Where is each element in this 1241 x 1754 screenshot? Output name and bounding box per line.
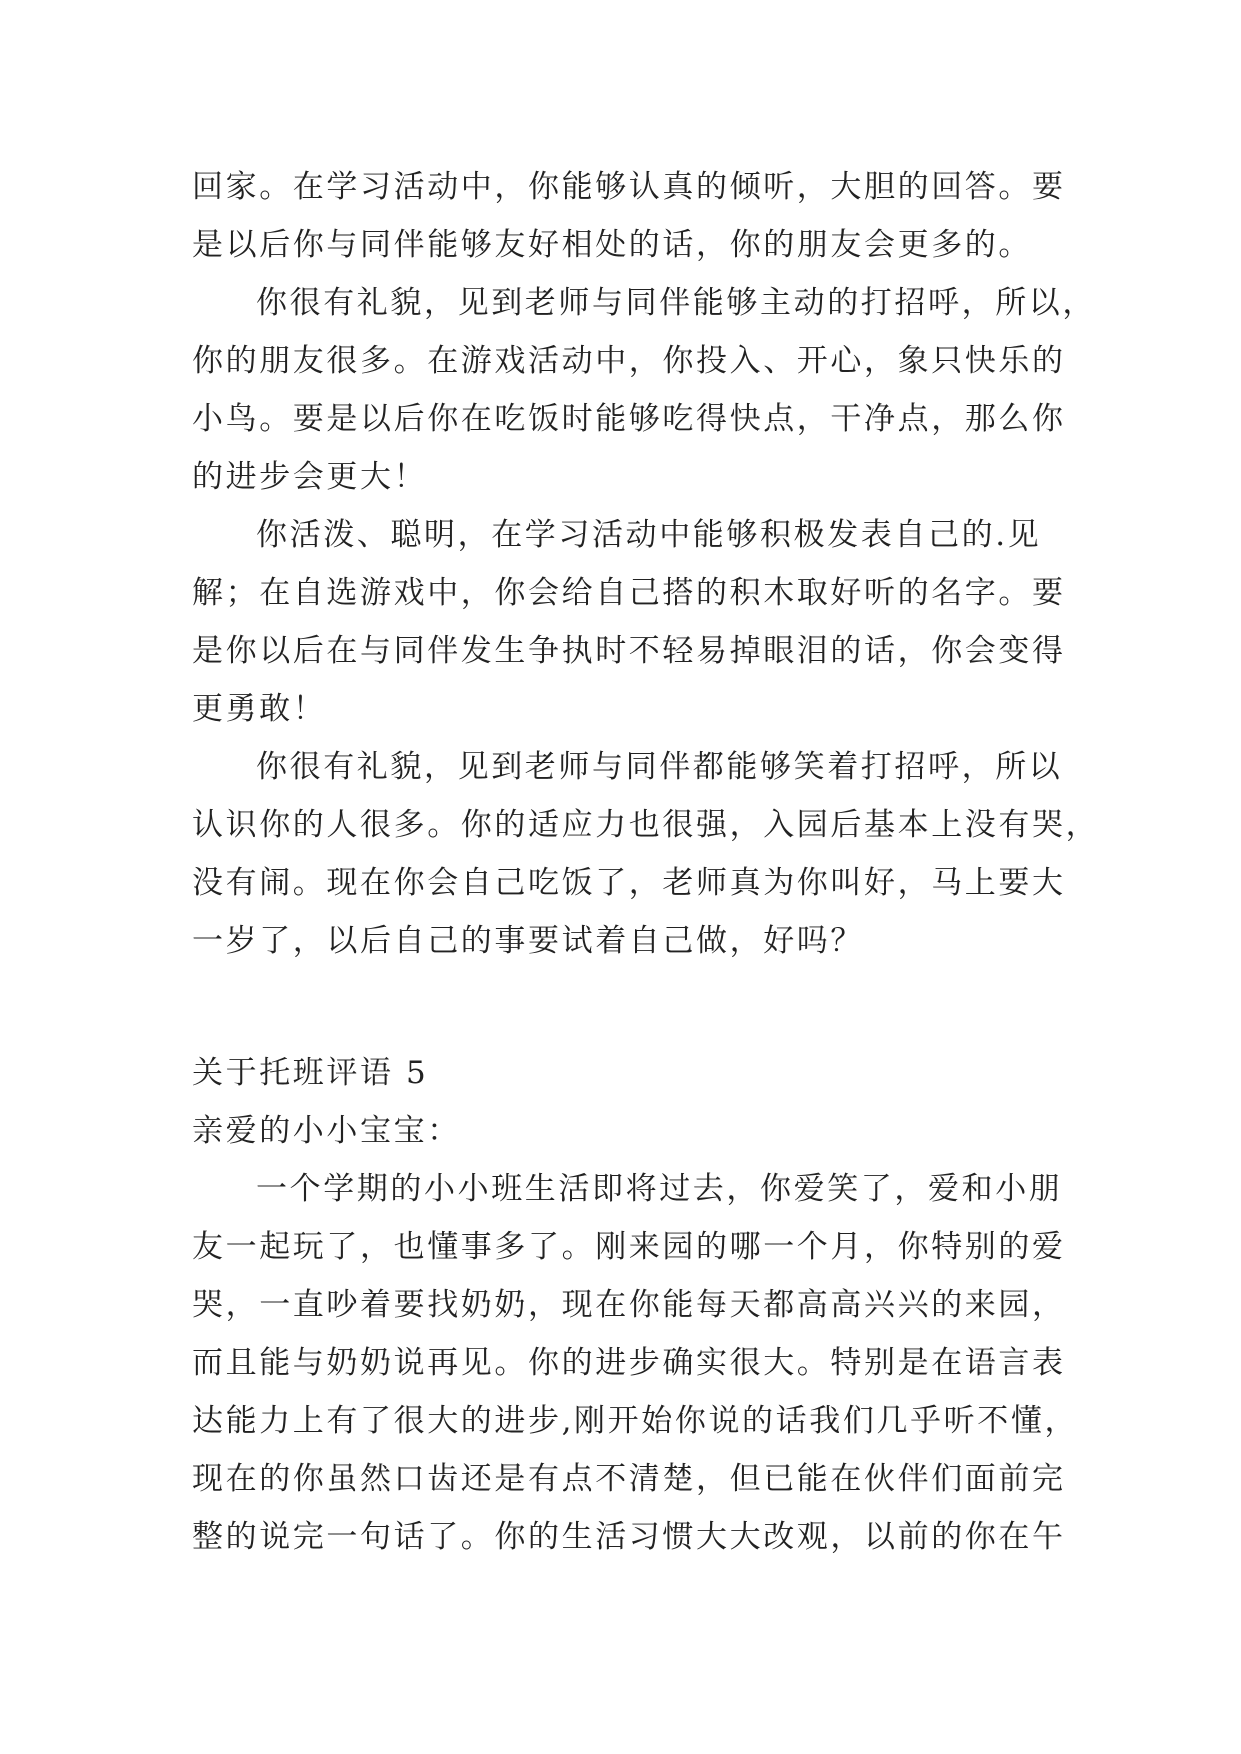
text-line: 认识你的人很多。你的适应力也很强，入园后基本上没有哭， [192,807,1100,843]
text-line: 你的朋友很多。在游戏活动中，你投入、开心，象只快乐的 [192,343,1066,379]
text-line: 更勇敢！ [192,691,327,727]
text-line: 哭，一直吵着要找奶奶，现在你能每天都高高兴兴的来园， [192,1287,1066,1323]
text-line: 现在的你虽然口齿还是有点不清楚，但已能在伙伴们面前完 [192,1461,1066,1497]
text-line: 一个学期的小小班生活即将过去，你爱笑了，爱和小朋 [256,1171,1063,1207]
text-line: 一岁了，以后自己的事要试着自己做，好吗？ [192,923,864,959]
text-line: 亲爱的小小宝宝： [192,1113,461,1149]
text-line: 你很有礼貌，见到老师与同伴都能够笑着打招呼，所以 [256,749,1063,785]
text-line: 的进步会更大！ [192,459,428,495]
text-block-bottom [192,1044,1079,1566]
text-line: 解；在自选游戏中，你会给自己搭的积木取好听的名字。要 [192,575,1066,611]
text-block-top [192,158,1100,970]
text-line: 是以后你与同伴能够友好相处的话，你的朋友会更多的。 [192,227,1032,263]
text-line: 你活泼、聪明，在学习活动中能够积极发表自己的.见 [256,517,1042,553]
text-line: 是你以后在与同伴发生争执时不轻易掉眼泪的话，你会变得 [192,633,1066,669]
text-line: 小鸟。要是以后你在吃饭时能够吃得快点，干净点，那么你 [192,401,1066,437]
text-line: 没有闹。现在你会自己吃饭了，老师真为你叫好，马上要大 [192,865,1066,901]
text-line: 友一起玩了，也懂事多了。刚来园的哪一个月，你特别的爱 [192,1229,1066,1265]
text-line: 而且能与奶奶说再见。你的进步确实很大。特别是在语言表 [192,1345,1066,1381]
text-line: 整的说完一句话了。你的生活习惯大大改观，以前的你在午 [192,1519,1066,1555]
text-line: 达能力上有了很大的进步,刚开始你说的话我们几乎听不懂， [192,1403,1079,1439]
text-line: 关于托班评语 5 [192,1055,429,1091]
text-line: 你很有礼貌，见到老师与同伴能够主动的打招呼，所以， [256,285,1096,321]
text-line: 回家。在学习活动中，你能够认真的倾听，大胆的回答。要 [192,169,1066,205]
